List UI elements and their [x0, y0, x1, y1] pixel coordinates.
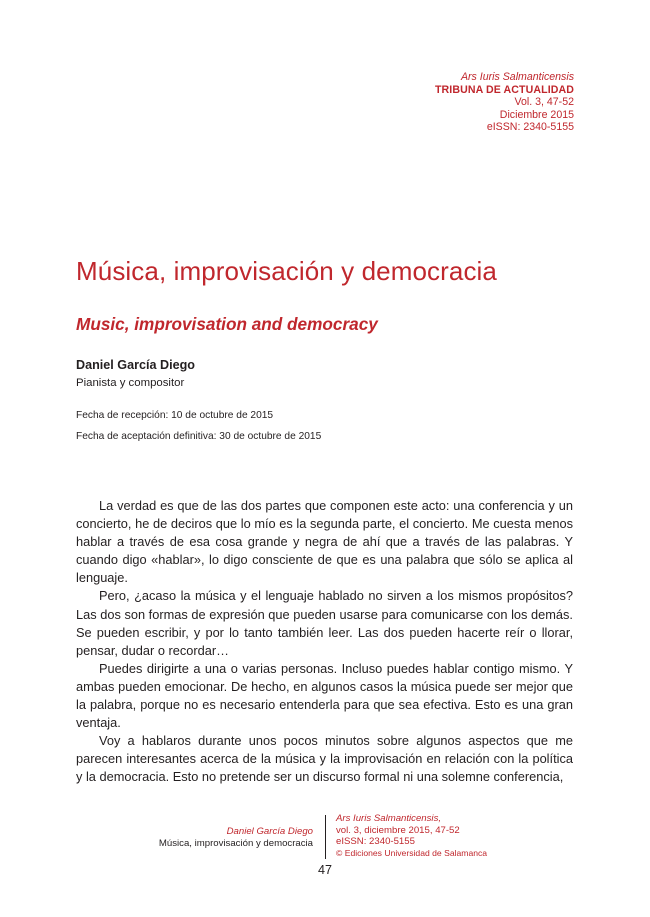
article-title: Música, improvisación y democracia: [76, 256, 497, 286]
author-role: Pianista y compositor: [76, 377, 185, 389]
footer-eissn: eISSN: 2340-5155: [336, 836, 415, 848]
author-name: Daniel García Diego: [76, 358, 195, 372]
body-paragraph: Pero, ¿acaso la música y el lenguaje hablado no sirven a los mismos propósitos? Las dos son formas de expresión que pueden usarse para comunicarse con los demás. Se pueden escribir, y por lo tanto también leer. Las dos pueden hacerte reír o llorar, pensar, dudar o recordar…: [76, 588, 573, 658]
body-paragraph: Voy a hablaros durante unos pocos minutos sobre algunos aspectos que me parecen interesantes acerca de la música y la improvisación en relación con la política y la democracia. Esto no pretende ser un discurso formal ni una solemne conferencia,: [76, 733, 573, 785]
footer-short-title: Música, improvisación y democracia: [158, 838, 313, 849]
date-received: Fecha de recepción: 10 de octubre de 2015: [76, 410, 274, 421]
footer-copyright: © Ediciones Universidad de Salamanca: [336, 847, 488, 858]
journal-date: Diciembre 2015: [499, 108, 574, 121]
footer-journal: Ars Iuris Salmanticensis,: [336, 813, 442, 824]
footer-left: [159, 826, 313, 850]
article-body: [76, 497, 573, 787]
journal-header: [435, 71, 574, 134]
body-paragraph: Puedes dirigirte a una o varias personas. Incluso puedes hablar contigo mismo. Y ambas pueden emocionar. De hecho, en algunos casos la música puede ser mejor que la palabra, porque no es necesario entenderla para que sea efectiva. Esto es una gran ventaja.: [76, 660, 573, 731]
footer-right: [336, 813, 487, 859]
page-number: 47: [317, 863, 332, 877]
journal-section: TRIBUNA DE ACTUALIDAD: [434, 83, 574, 96]
journal-volume: Vol. 3, 47-52: [514, 96, 574, 109]
journal-eissn: eISSN: 2340-5155: [486, 121, 574, 134]
footer-author: Daniel García Diego: [226, 826, 313, 837]
date-accepted: Fecha de aceptación definitiva: 30 de octubre de 2015: [76, 431, 322, 442]
body-paragraph: La verdad es que de las dos partes que componen este acto: una conferencia y un concierto, he de deciros que lo mío es la segunda parte, el concierto. Me cuesta menos hablar a través de esa cosa grande y negra de ahí que a través de las palabras. Y cuando digo «hablar», lo digo consciente de que es una palabra que sólo se aplica al lenguaje.: [76, 498, 573, 586]
article-subtitle: Music, improvisation and democracy: [76, 314, 378, 334]
footer-volume: vol. 3, diciembre 2015, 47-52: [336, 824, 460, 836]
footer-divider: [325, 815, 326, 859]
journal-name: Ars Iuris Salmanticensis: [460, 71, 574, 83]
